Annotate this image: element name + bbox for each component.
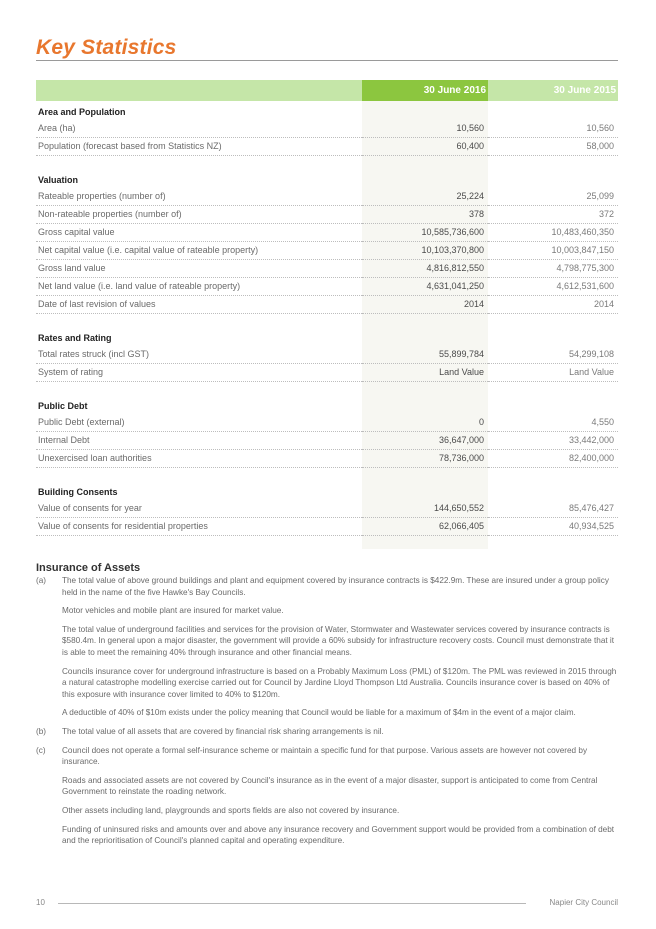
row-current-value: 60,400 bbox=[362, 137, 488, 155]
table-row bbox=[36, 137, 618, 155]
paragraph: The total value of underground facilities and services for the provision of Water, Stormwater and Wastewater services covered by insurance contracts is $580.4m. In general upon a major disaster, the government will provide a 60% subsidy for infrastructure recovery costs. Council must demonstrate that it is able to meet the remaining 40% through insurance and other financial means. bbox=[62, 624, 615, 657]
row-current-value: 78,736,000 bbox=[362, 449, 488, 467]
section-title: Rates and Rating bbox=[38, 333, 112, 343]
page-footer bbox=[36, 898, 618, 910]
row-label: Total rates struck (incl GST) bbox=[36, 345, 362, 363]
row-current-value: 10,103,370,800 bbox=[362, 241, 488, 259]
paragraph: Funding of uninsured risks and amounts over and above any insurance recovery and Government support would be provided from a combination of debt and the reprioritisation of Council's planned capital and operating expenditure. bbox=[62, 824, 615, 846]
row-current-value: 25,224 bbox=[362, 187, 488, 205]
section-row bbox=[36, 101, 618, 119]
row-current-value: 0 bbox=[362, 413, 488, 431]
row-current-value: 62,066,405 bbox=[362, 517, 488, 535]
paragraph: The total value of above ground buildings and plant and equipment covered by insurance contracts is $422.9m. These are insured under a group policy held in the name of the five Hawke's Bay Councils. bbox=[62, 576, 609, 597]
row-current-value: 4,816,812,550 bbox=[362, 259, 488, 277]
table-row bbox=[36, 119, 618, 137]
row-previous-value: 82,400,000 bbox=[488, 449, 618, 467]
section-row bbox=[36, 327, 618, 345]
row-previous-value: 85,476,427 bbox=[488, 499, 618, 517]
row-label: Gross land value bbox=[36, 259, 362, 277]
paragraph: A deductible of 40% of $10m exists under the policy meaning that Council would be liable for a maximum of $4m in the event of a major claim. bbox=[62, 708, 576, 718]
table-row bbox=[36, 223, 618, 241]
item-letter: (b) bbox=[36, 726, 47, 736]
table-row bbox=[36, 449, 618, 467]
row-label: Area (ha) bbox=[36, 119, 362, 137]
section-row bbox=[36, 169, 618, 187]
section-title: Public Debt bbox=[38, 401, 88, 411]
row-label: Public Debt (external) bbox=[36, 413, 362, 431]
insurance-heading: Insurance of Assets bbox=[36, 562, 141, 574]
row-current-value: 144,650,552 bbox=[362, 499, 488, 517]
table-row bbox=[36, 363, 618, 381]
row-previous-value: 25,099 bbox=[488, 187, 618, 205]
row-label: System of rating bbox=[36, 363, 362, 381]
paragraph: Councils insurance cover for underground infrastructure is based on a Probably Maximum Loss (PML) of $120m. The PML was reviewed in 2015 through a natural catastrophe modelling exercise carried out for Council by Jardine Lloyd Thompson Ltd Australia. Councils insurance cover is based on 40% of this exposure with insurance cover limited to 40% to $120m. bbox=[62, 666, 617, 699]
row-label: Rateable properties (number of) bbox=[36, 187, 362, 205]
row-current-value: 4,631,041,250 bbox=[362, 277, 488, 295]
row-label: Value of consents for year bbox=[36, 499, 362, 517]
row-previous-value: 4,798,775,300 bbox=[488, 259, 618, 277]
table-header-row bbox=[36, 80, 618, 101]
row-previous-value: 10,483,460,350 bbox=[488, 223, 618, 241]
row-previous-value: 33,442,000 bbox=[488, 431, 618, 449]
table-row bbox=[36, 277, 618, 295]
table-row bbox=[36, 241, 618, 259]
table-row bbox=[36, 259, 618, 277]
row-previous-value: 4,550 bbox=[488, 413, 618, 431]
row-previous-value: Land Value bbox=[488, 363, 618, 381]
page-title: Key Statistics bbox=[36, 36, 177, 59]
item-body bbox=[62, 575, 618, 726]
header-previous-year: 30 June 2015 bbox=[488, 80, 618, 101]
item-letter: (a) bbox=[36, 576, 47, 585]
table-row bbox=[36, 345, 618, 363]
insurance-section bbox=[36, 575, 618, 854]
item-body bbox=[62, 745, 618, 854]
row-current-value: 36,647,000 bbox=[362, 431, 488, 449]
table-row bbox=[36, 499, 618, 517]
table-row bbox=[36, 431, 618, 449]
row-previous-value: 58,000 bbox=[488, 137, 618, 155]
table-row bbox=[36, 413, 618, 431]
table-row bbox=[36, 205, 618, 223]
row-current-value: 2014 bbox=[362, 295, 488, 313]
row-label: Internal Debt bbox=[36, 431, 362, 449]
row-label: Unexercised loan authorities bbox=[36, 449, 362, 467]
header-blank-cell bbox=[36, 80, 362, 101]
row-current-value: Land Value bbox=[362, 363, 488, 381]
insurance-item bbox=[36, 745, 618, 854]
page-number: 10 bbox=[36, 898, 45, 907]
row-previous-value: 2014 bbox=[488, 295, 618, 313]
table-row bbox=[36, 187, 618, 205]
row-previous-value: 10,003,847,150 bbox=[488, 241, 618, 259]
row-previous-value: 372 bbox=[488, 205, 618, 223]
section-row bbox=[36, 395, 618, 413]
paragraph: Roads and associated assets are not covered by Council's insurance as in the event of a major disaster, support is anticipated to come from Central Government to reinstate the roading network. bbox=[62, 775, 598, 797]
row-previous-value: 10,560 bbox=[488, 119, 618, 137]
footer-divider bbox=[58, 903, 526, 904]
table-row bbox=[36, 295, 618, 313]
row-current-value: 10,560 bbox=[362, 119, 488, 137]
row-label: Net capital value (i.e. capital value of rateable property) bbox=[36, 241, 362, 259]
title-divider bbox=[36, 60, 618, 61]
row-label: Population (forecast based from Statistics NZ) bbox=[36, 137, 362, 155]
row-label: Date of last revision of values bbox=[36, 295, 362, 313]
paragraph: Other assets including land, playgrounds and sports fields are also not covered by insurance. bbox=[62, 805, 400, 815]
section-title: Area and Population bbox=[38, 107, 126, 117]
organization-name: Napier City Council bbox=[549, 898, 618, 907]
row-previous-value: 40,934,525 bbox=[488, 517, 618, 535]
paragraph: Council does not operate a formal self-insurance scheme or maintain a specific fund for that purpose. Various assets are however not covered by insurance. bbox=[62, 745, 588, 767]
row-label: Non-rateable properties (number of) bbox=[36, 205, 362, 223]
row-current-value: 10,585,736,600 bbox=[362, 223, 488, 241]
item-body bbox=[62, 726, 618, 745]
insurance-item bbox=[36, 575, 618, 726]
row-current-value: 55,899,784 bbox=[362, 345, 488, 363]
row-label: Net land value (i.e. land value of rateable property) bbox=[36, 277, 362, 295]
row-label: Gross capital value bbox=[36, 223, 362, 241]
section-title: Valuation bbox=[38, 175, 79, 185]
row-current-value: 378 bbox=[362, 205, 488, 223]
row-previous-value: 4,612,531,600 bbox=[488, 277, 618, 295]
key-statistics-table bbox=[36, 80, 618, 549]
item-letter: (c) bbox=[36, 745, 46, 755]
row-label: Value of consents for residential properties bbox=[36, 517, 362, 535]
row-previous-value: 54,299,108 bbox=[488, 345, 618, 363]
header-current-year: 30 June 2016 bbox=[362, 80, 488, 101]
insurance-item bbox=[36, 726, 618, 745]
section-row bbox=[36, 481, 618, 499]
paragraph: Motor vehicles and mobile plant are insured for market value. bbox=[62, 606, 284, 616]
table-row bbox=[36, 517, 618, 535]
paragraph: The total value of all assets that are covered by financial risk sharing arrangements is nil. bbox=[62, 726, 384, 736]
section-title: Building Consents bbox=[38, 487, 118, 497]
